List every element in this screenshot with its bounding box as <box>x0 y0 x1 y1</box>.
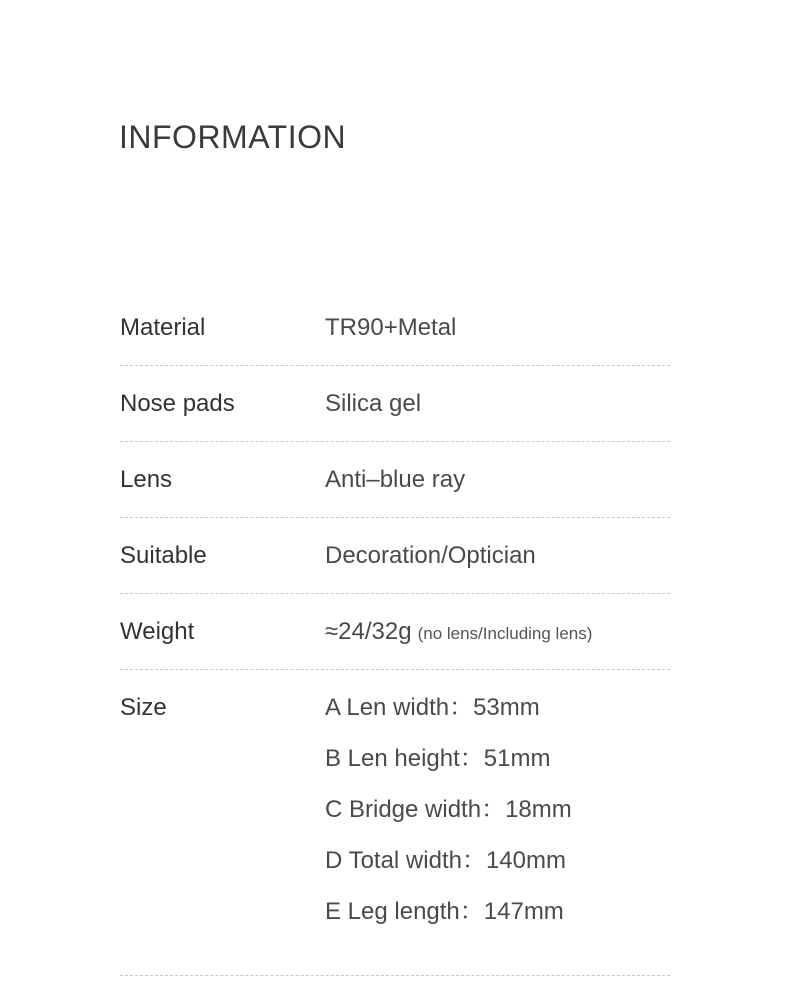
size-item: E Leg length：147mm <box>325 898 564 925</box>
size-item: C Bridge width：18mm <box>325 796 572 823</box>
spec-value: Decoration/Optician <box>325 542 536 569</box>
spec-label: Size <box>120 694 167 721</box>
spec-row-lens <box>120 442 670 518</box>
spec-row-weight <box>120 594 670 670</box>
spec-label: Material <box>120 314 206 341</box>
spec-value <box>325 618 592 648</box>
spec-table <box>120 290 670 976</box>
spec-row-size <box>120 670 670 976</box>
page-title: INFORMATION <box>119 119 347 155</box>
weight-note: (no lens/Including lens) <box>417 624 593 643</box>
spec-label: Nose pads <box>120 390 235 417</box>
spec-label: Weight <box>120 618 195 645</box>
spec-row-suitable <box>120 518 670 594</box>
spec-value: TR90+Metal <box>325 314 457 341</box>
spec-value: Silica gel <box>325 390 422 417</box>
weight-value: ≈24/32g <box>325 618 412 645</box>
spec-row-material <box>120 290 670 366</box>
spec-row-nose-pads <box>120 366 670 442</box>
spec-label: Suitable <box>120 542 207 569</box>
size-list <box>325 694 572 949</box>
spec-value: Anti–blue ray <box>325 466 466 493</box>
size-item: A Len width：53mm <box>325 694 540 721</box>
size-item: D Total width：140mm <box>325 847 566 874</box>
spec-label: Lens <box>120 466 173 493</box>
size-item: B Len height：51mm <box>325 745 551 772</box>
